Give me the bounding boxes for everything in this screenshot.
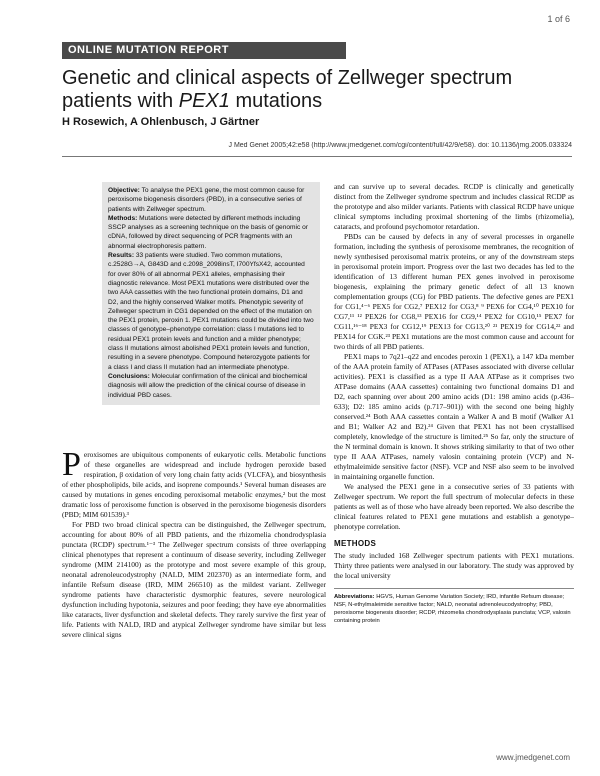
journal-url[interactable]: www.jmedgenet.com <box>496 753 570 762</box>
abstract-box <box>102 182 320 405</box>
left-column <box>62 446 326 640</box>
section-banner: ONLINE MUTATION REPORT <box>62 42 346 59</box>
methods-heading: METHODS <box>334 539 377 548</box>
intro-paragraph-2: For PBD two broad clinical spectra can be distinguished, the Zellweger spectrum, accounting for about 80% of all PBD patients, and the rhizomelia chondrodysplasia punctata (RCDP) spectrum.¹⁻³ The Zellweger spectrum consists of three overlapping clinical phenotypes that represent a continuum of disease severity, including Zellweger syndrome (MIM 214100) as the prototype and most severe example of this group, neonatal adrenoleucodystrophy (NALD, MIM 202370) as an intermediate form, and infantile Refsum disease (IRD, MIM 266510) as the mildest variant. Zellweger syndrome patients have characteristic dysmorphic features, severe neurological dysfunction including hypotonia, seizures and poor feeding; they have eye abnormalities like cataracts, liver dysfunction and skeletal defects. They rarely survive the first year of life. Patients with NALD, IRD and atypical Zellweger syndrome have similar but less severe clinical signs <box>62 520 326 639</box>
title-gene: PEX1 <box>178 90 230 112</box>
methods-paragraph: The study included 168 Zellweger spectrum patients with PEX1 mutations. Thirty three patients were analysed in our laboratory. The study was approved by the local university <box>334 551 574 580</box>
right-paragraph-2: PBDs can be caused by defects in any of several processes in organelle formation, including the synthesis of peroxisome membranes, the recognition of newly synthesised peroxisomal matrix proteins, or any of the downstream steps in peroxisomal protein import. Progress over the last two decades has led to the identification of 13 different human PEX genes involved in peroxisome biogenesis, explaining the primary genetic defect of all 13 known complementation groups (CG) for PBD patients. The defective genes are PEX1 for CG1,⁴⁻⁶ PEX5 for CG2,⁷ PEX12 for CG3,⁸ ⁹ PEX6 for CG4,¹⁰ PEX10 for CG7,¹¹ ¹² PEX26 for CG8,¹³ PEX16 for CG9,¹⁴ PEX2 for CG10,¹⁵ PEX7 for CG11,¹⁶⁻¹⁸ PEX3 for CG12,¹⁹ PEX13 for CG13,²⁰ ²¹ PEX19 for CG14,²² and PEX14 for CGK.²³ PEX1 mutations are the most common cause and account for two thirds of all PBD patients. <box>334 232 574 351</box>
authors: H Rosewich, A Ohlenbusch, J Gärtner <box>62 116 260 128</box>
intro-paragraph-1: Peroxisomes are ubiquitous components of eukaryotic cells. Metabolic functions of these organelles are widespread and include hydrogen peroxide based respiration, β oxidation of very long chain fatty acids (VLCFA), and biosynthesis of ether phospholipids, bile acids, and isoprene compounds.¹ Several human diseases are caused by mutations in genes encoding peroxisomal metabolic enzymes,² but the most dramatic loss of peroxisome function is observed in the peroxisome biogenesis disorders (PBD; MIM 601539).³ <box>62 446 326 519</box>
right-column <box>334 182 574 625</box>
abbreviations: Abbreviations: HGVS, Human Genome Variation Society; IRD, infantile Refsum disease; NSF, N-ethylmaleimide sensitive factor; NALD, neonatal adrenoleucodystrophy; PBD, peroxisome biogenesis disorder; RCDP, rhizomelia chondrodysplasia punctata; VCP, valosin containing protein <box>334 594 571 624</box>
right-paragraph-1: and can survive up to several decades. RCDP is clinically and genetically distinct from the Zellweger syndrome spectrum and includes classical RCDP as the prototype and also milder variants. Patients with classical RCDP have unique clinical symptoms including proximal shortening of the limbs (rhizomelia), cataracts, and profound psychomotor retardation. <box>334 182 574 231</box>
page-number: 1 of 6 <box>547 14 570 24</box>
abstract-results: Results: 33 patients were studied. Two common mutations, c.2528G→A, G843D and c.2098_2098insT, I700YfsX42, accounted for over 80% of all abnormal PEX1 alleles, emphasising their diagnostic relevance. Most PEX1 mutations were distributed over the two AAA cassettes with the two functional protein domains, D1 and D2, and the highly conserved Walker motifs. Phenotypic severity of Zellweger spectrum in CG1 depended on the effect of the mutation on the PEX1 protein, peroxin 1. PEX1 mutations could be divided into two classes of genotype–phenotype correlation: class I mutations led to residual PEX1 protein levels and function and a milder phenotype; class II mutations almost abolished PEX1 protein levels and function, resulting in a severe phenotype. Compound heterozygote patients for a class I and class II mutation had an intermediate phenotype. <box>108 252 314 371</box>
drop-cap: P <box>62 446 81 483</box>
header-rule <box>62 156 572 157</box>
title-end: mutations <box>229 90 323 112</box>
abbreviations-rule <box>334 588 574 589</box>
title-main: Genetic and clinical aspects of Zellweger spectrum patients with <box>62 67 513 112</box>
right-paragraph-3: PEX1 maps to 7q21–q22 and encodes peroxin 1 (PEX1), a 147 kDa member of the AAA protein family of ATPases (ATPases associated with diverse cellular activities). PEX1 is classified as a type II AAA ATPase as it comprises two ATPase domains (AAA cassettes) containing two functional domains D1 and D2, each spanning over about 200 amino acids (D1: 198 amino acids (p.436–633); D2: 185 amino acids (p.717–901)) with the second one being highly conserved.²⁴ Both AAA cassettes contain a Walker A and B motif (Walker A1 and B1; Walker A2 and B2).²⁴ Given that PEX1 has not been crystallised completely, knowledge of the structure is limited.²⁵ So far, only the structure of the N terminal domain is known. It shows striking similarity to that of two other type II AAA ATPases, namely valosin containing protein (VCP) and N-ethylmaleimide sensitive factor (NSF). VCP and NSF also seem to be involved in maintaining organelle function. <box>334 352 574 481</box>
abstract-methods: Methods: Mutations were detected by different methods including SSCP analyses as a screening technique on the basis of genomic or cDNA, followed by direct sequencing of PCR fragments with an abnormal electrophoresis pattern. <box>108 214 309 250</box>
abstract-conclusions: Conclusions: Molecular confirmation of the clinical and biochemical diagnosis will allow the prediction of the clinical course of disease in individual PBD cases. <box>108 372 308 399</box>
right-paragraph-4: We analysed the PEX1 gene in a consecutive series of 33 patients with Zellweger spectrum. We report the full spectrum of molecular defects in these patients as well as of those who have already been reported. We also describe the clinical features related to PEX1 gene mutations and establish a genotype–phenotype correlation. <box>334 482 574 531</box>
abstract-objective: Objective: To analyse the PEX1 gene, the most common cause for peroxisome biogenesis disorders (PBD), in a consecutive series of patients with Zellweger spectrum. <box>108 187 305 213</box>
citation: J Med Genet 2005;42:e58 (http://www.jmedgenet.com/cgi/content/full/42/9/e58). doi: 10.1136/jmg.2005.033324 <box>228 142 572 149</box>
article-title <box>62 67 562 113</box>
